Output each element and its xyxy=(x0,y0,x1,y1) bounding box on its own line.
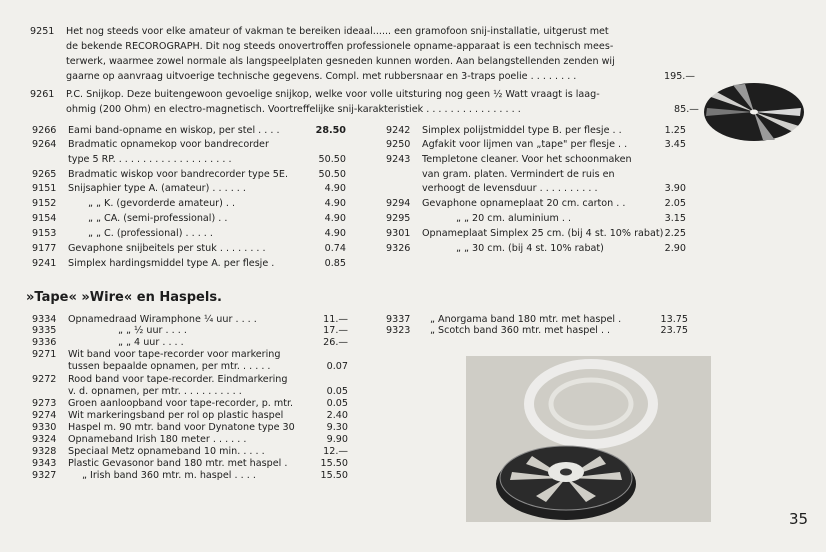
item-code: 9272 xyxy=(32,374,57,385)
item-desc: Eami band-opname en wiskop, per stel . . . . xyxy=(68,125,280,136)
item-price: 17.— xyxy=(323,325,348,336)
page-number: 35 xyxy=(789,510,809,528)
item-desc: Wit markeringsband per rol op plastic haspel xyxy=(68,410,284,421)
list-item xyxy=(32,228,352,240)
item-code: 9177 xyxy=(32,243,57,254)
item-code: 9273 xyxy=(32,398,57,409)
list-item xyxy=(32,398,362,410)
item-desc: Snijsaphier type A. (amateur) . . . . . . xyxy=(68,183,246,194)
list-item xyxy=(32,434,362,446)
list-item xyxy=(386,125,706,137)
list-item xyxy=(386,243,706,255)
item-desc: verhoogt de levensduur . . . . . . . . . . xyxy=(422,183,598,194)
item-price: 50.50 xyxy=(318,154,346,165)
list-item xyxy=(32,183,352,195)
item-code: 9153 xyxy=(32,228,57,239)
item-code: 9274 xyxy=(32,410,57,421)
item-code: 9266 xyxy=(32,125,57,136)
item-desc: Gevaphone opnameplaat 20 cm. carton . . xyxy=(422,198,626,209)
item-price: 4.90 xyxy=(324,183,346,194)
item-price: 1.25 xyxy=(664,125,686,136)
item-code: 9336 xyxy=(32,337,57,348)
item-price: 0.74 xyxy=(324,243,346,254)
item-desc: „ „ 20 cm. aluminium . . xyxy=(456,213,572,224)
item-code: 9323 xyxy=(386,325,411,336)
item-price: 3.15 xyxy=(664,213,686,224)
item-desc: „ „ C. (professional) . . . . . xyxy=(88,228,213,239)
item-desc: v. d. opnamen, per mtr. . . . . . . . . . . xyxy=(68,386,242,397)
item-code: 9295 xyxy=(386,213,411,224)
item-price: 0.05 xyxy=(326,386,348,397)
item-price: 2.40 xyxy=(326,410,348,421)
desc-line: de bekende RECOROGRAPH. Dit nog steeds onovertroffen professionele opname-apparaat is een technisch mees- xyxy=(66,41,614,52)
item-price: 2.05 xyxy=(664,198,686,209)
item-price: 11.— xyxy=(323,314,348,325)
item-code: 9242 xyxy=(386,125,411,136)
list-item xyxy=(386,198,706,210)
item-code: 9271 xyxy=(32,349,57,360)
item-code: 9334 xyxy=(32,314,57,325)
item-price: 2.25 xyxy=(664,228,686,239)
list-item xyxy=(386,154,706,166)
list-item xyxy=(32,386,362,398)
list-item xyxy=(386,169,706,181)
desc-line: gaarne op aanvraag uitvoerige technische gegevens. Compl. met rubbersnaar en 3-traps poelie . . . . . . . . xyxy=(66,71,577,82)
item-price: 13.75 xyxy=(660,314,688,325)
item-code: 9324 xyxy=(32,434,57,445)
price-list-col1 xyxy=(32,125,352,275)
item-price: 3.90 xyxy=(664,183,686,194)
item-desc: „ „ K. (gevorderde amateur) . . xyxy=(88,198,236,209)
item-desc: Simplex hardingsmiddel type A. per flesje . xyxy=(68,258,275,269)
desc-line: terwerk, waarmee zowel normale als langspeelplaten gesneden kunnen worden. Aan belangstellenden zenden wij xyxy=(66,56,615,67)
item-price: 9.30 xyxy=(326,422,348,433)
item-desc: van gram. platen. Vermindert de ruis en xyxy=(422,169,615,180)
item-price: 26.— xyxy=(323,337,348,348)
item-code: 9328 xyxy=(32,446,57,457)
list-item xyxy=(32,139,352,151)
item-code: 9327 xyxy=(32,470,57,481)
item-code: 9335 xyxy=(32,325,57,336)
item-code: 9251 xyxy=(30,26,55,37)
item-desc: Opnameband Irish 180 meter . . . . . . xyxy=(68,434,247,445)
section-heading: »Tape« »Wire« en Haspels. xyxy=(26,290,222,305)
list-item xyxy=(32,154,352,166)
item-desc: Rood band voor tape-recorder. Eindmarkering xyxy=(68,374,288,385)
item-desc: Bradmatic opnamekop voor bandrecorder xyxy=(68,139,269,150)
intro-9251 xyxy=(0,26,826,82)
item-price: 23.75 xyxy=(660,325,688,336)
list-item xyxy=(386,228,706,240)
item-code: 9301 xyxy=(386,228,411,239)
item-desc: Templetone cleaner. Voor het schoonmaken xyxy=(422,154,632,165)
item-price: 15.50 xyxy=(320,470,348,481)
item-price: 9.90 xyxy=(326,434,348,445)
item-price: 0.85 xyxy=(324,258,346,269)
price-list-col4 xyxy=(386,314,706,344)
item-code: 9250 xyxy=(386,139,411,150)
item-desc: „ „ ½ uur . . . . xyxy=(118,325,187,336)
item-desc: type 5 RP. . . . . . . . . . . . . . . . . . . . xyxy=(68,154,232,165)
item-price: 195.— xyxy=(664,71,695,82)
item-price: 12.— xyxy=(323,446,348,457)
item-code: 9261 xyxy=(30,89,55,100)
record-disc-icon xyxy=(703,82,805,142)
item-desc: Wit band voor tape-recorder voor markering xyxy=(68,349,281,360)
tape-reel-photo xyxy=(466,356,711,522)
list-item xyxy=(32,243,352,255)
list-item xyxy=(32,470,362,482)
list-item xyxy=(32,349,362,361)
item-desc: Gevaphone snijbeitels per stuk . . . . . . . . xyxy=(68,243,266,254)
item-code: 9330 xyxy=(32,422,57,433)
list-item xyxy=(32,422,362,434)
item-code: 9154 xyxy=(32,213,57,224)
list-item xyxy=(32,198,352,210)
item-price: 0.07 xyxy=(326,361,348,372)
tape-reel-icon xyxy=(466,356,711,522)
item-code: 9294 xyxy=(386,198,411,209)
list-item xyxy=(32,125,352,137)
item-desc: „ Anorgama band 180 mtr. met haspel . xyxy=(430,314,622,325)
item-price: 50.50 xyxy=(318,169,346,180)
item-price: 2.90 xyxy=(664,243,686,254)
item-desc: „ Irish band 360 mtr. m. haspel . . . . xyxy=(82,470,256,481)
item-desc: Haspel m. 90 mtr. band voor Dynatone type 30 xyxy=(68,422,295,433)
item-desc: „ „ 4 uur . . . . xyxy=(118,337,184,348)
list-item xyxy=(32,458,362,470)
item-code: 9326 xyxy=(386,243,411,254)
item-desc: Groen aanloopband voor tape-recorder, p. mtr. xyxy=(68,398,294,409)
desc-line: Het nog steeds voor elke amateur of vakman te bereiken ideaal...... een gramofoon snij-installatie, uitgerust met xyxy=(66,26,609,37)
item-code: 9343 xyxy=(32,458,57,469)
item-code: 9243 xyxy=(386,154,411,165)
list-item xyxy=(32,169,352,181)
item-code: 9152 xyxy=(32,198,57,209)
item-price: 15.50 xyxy=(320,458,348,469)
list-item xyxy=(32,337,362,349)
list-item xyxy=(386,183,706,195)
item-desc: Bradmatic wiskop voor bandrecorder type 5E. xyxy=(68,169,288,180)
list-item xyxy=(32,258,352,270)
list-item xyxy=(32,374,362,386)
list-item xyxy=(386,213,706,225)
list-item xyxy=(386,139,706,151)
item-price: 4.90 xyxy=(324,228,346,239)
item-desc: Plastic Gevasonor band 180 mtr. met haspel . xyxy=(68,458,288,469)
item-desc: „ „ 30 cm. (bij 4 st. 10% rabat) xyxy=(456,243,604,254)
list-item xyxy=(386,325,706,337)
item-desc: tussen bepaalde opnamen, per mtr. . . . . . xyxy=(68,361,271,372)
desc-line: ohmig (200 Ohm) en electro-magnetisch. Voortreffelijke snij-karakteristiek . . . . . . . . . . . . . . . . xyxy=(66,104,521,115)
price-list-col2 xyxy=(386,125,706,265)
item-desc: Opnamedraad Wiramphone ¼ uur . . . . xyxy=(68,314,257,325)
list-item xyxy=(32,325,362,337)
item-price: 85.— xyxy=(674,104,699,115)
item-price: 28.50 xyxy=(315,125,346,136)
list-item xyxy=(32,213,352,225)
list-item xyxy=(32,446,362,458)
price-list-col3 xyxy=(32,314,362,484)
item-desc: Agfakit voor lijmen van „tape" per flesje . . xyxy=(422,139,628,150)
desc-line: P.C. Snijkop. Deze buitengewoon gevoelige snijkop, welke voor volle uitsturing nog geen ½ Watt vraagt is laag- xyxy=(66,89,600,100)
item-price: 0.05 xyxy=(326,398,348,409)
item-price: 3.45 xyxy=(664,139,686,150)
item-desc: „ Scotch band 360 mtr. met haspel . . xyxy=(430,325,611,336)
item-code: 9241 xyxy=(32,258,57,269)
list-item xyxy=(32,361,362,373)
item-desc: Simplex polijstmiddel type B. per flesje . . xyxy=(422,125,622,136)
item-code: 9337 xyxy=(386,314,411,325)
list-item xyxy=(32,410,362,422)
item-code: 9265 xyxy=(32,169,57,180)
item-code: 9151 xyxy=(32,183,57,194)
item-price: 4.90 xyxy=(324,198,346,209)
item-desc: Opnameplaat Simplex 25 cm. (bij 4 st. 10% rabat) xyxy=(422,228,664,239)
item-code: 9264 xyxy=(32,139,57,150)
item-price: 4.90 xyxy=(324,213,346,224)
item-desc: Speciaal Metz opnameband 10 min. . . . . xyxy=(68,446,265,457)
item-desc: „ „ CA. (semi-professional) . . xyxy=(88,213,228,224)
